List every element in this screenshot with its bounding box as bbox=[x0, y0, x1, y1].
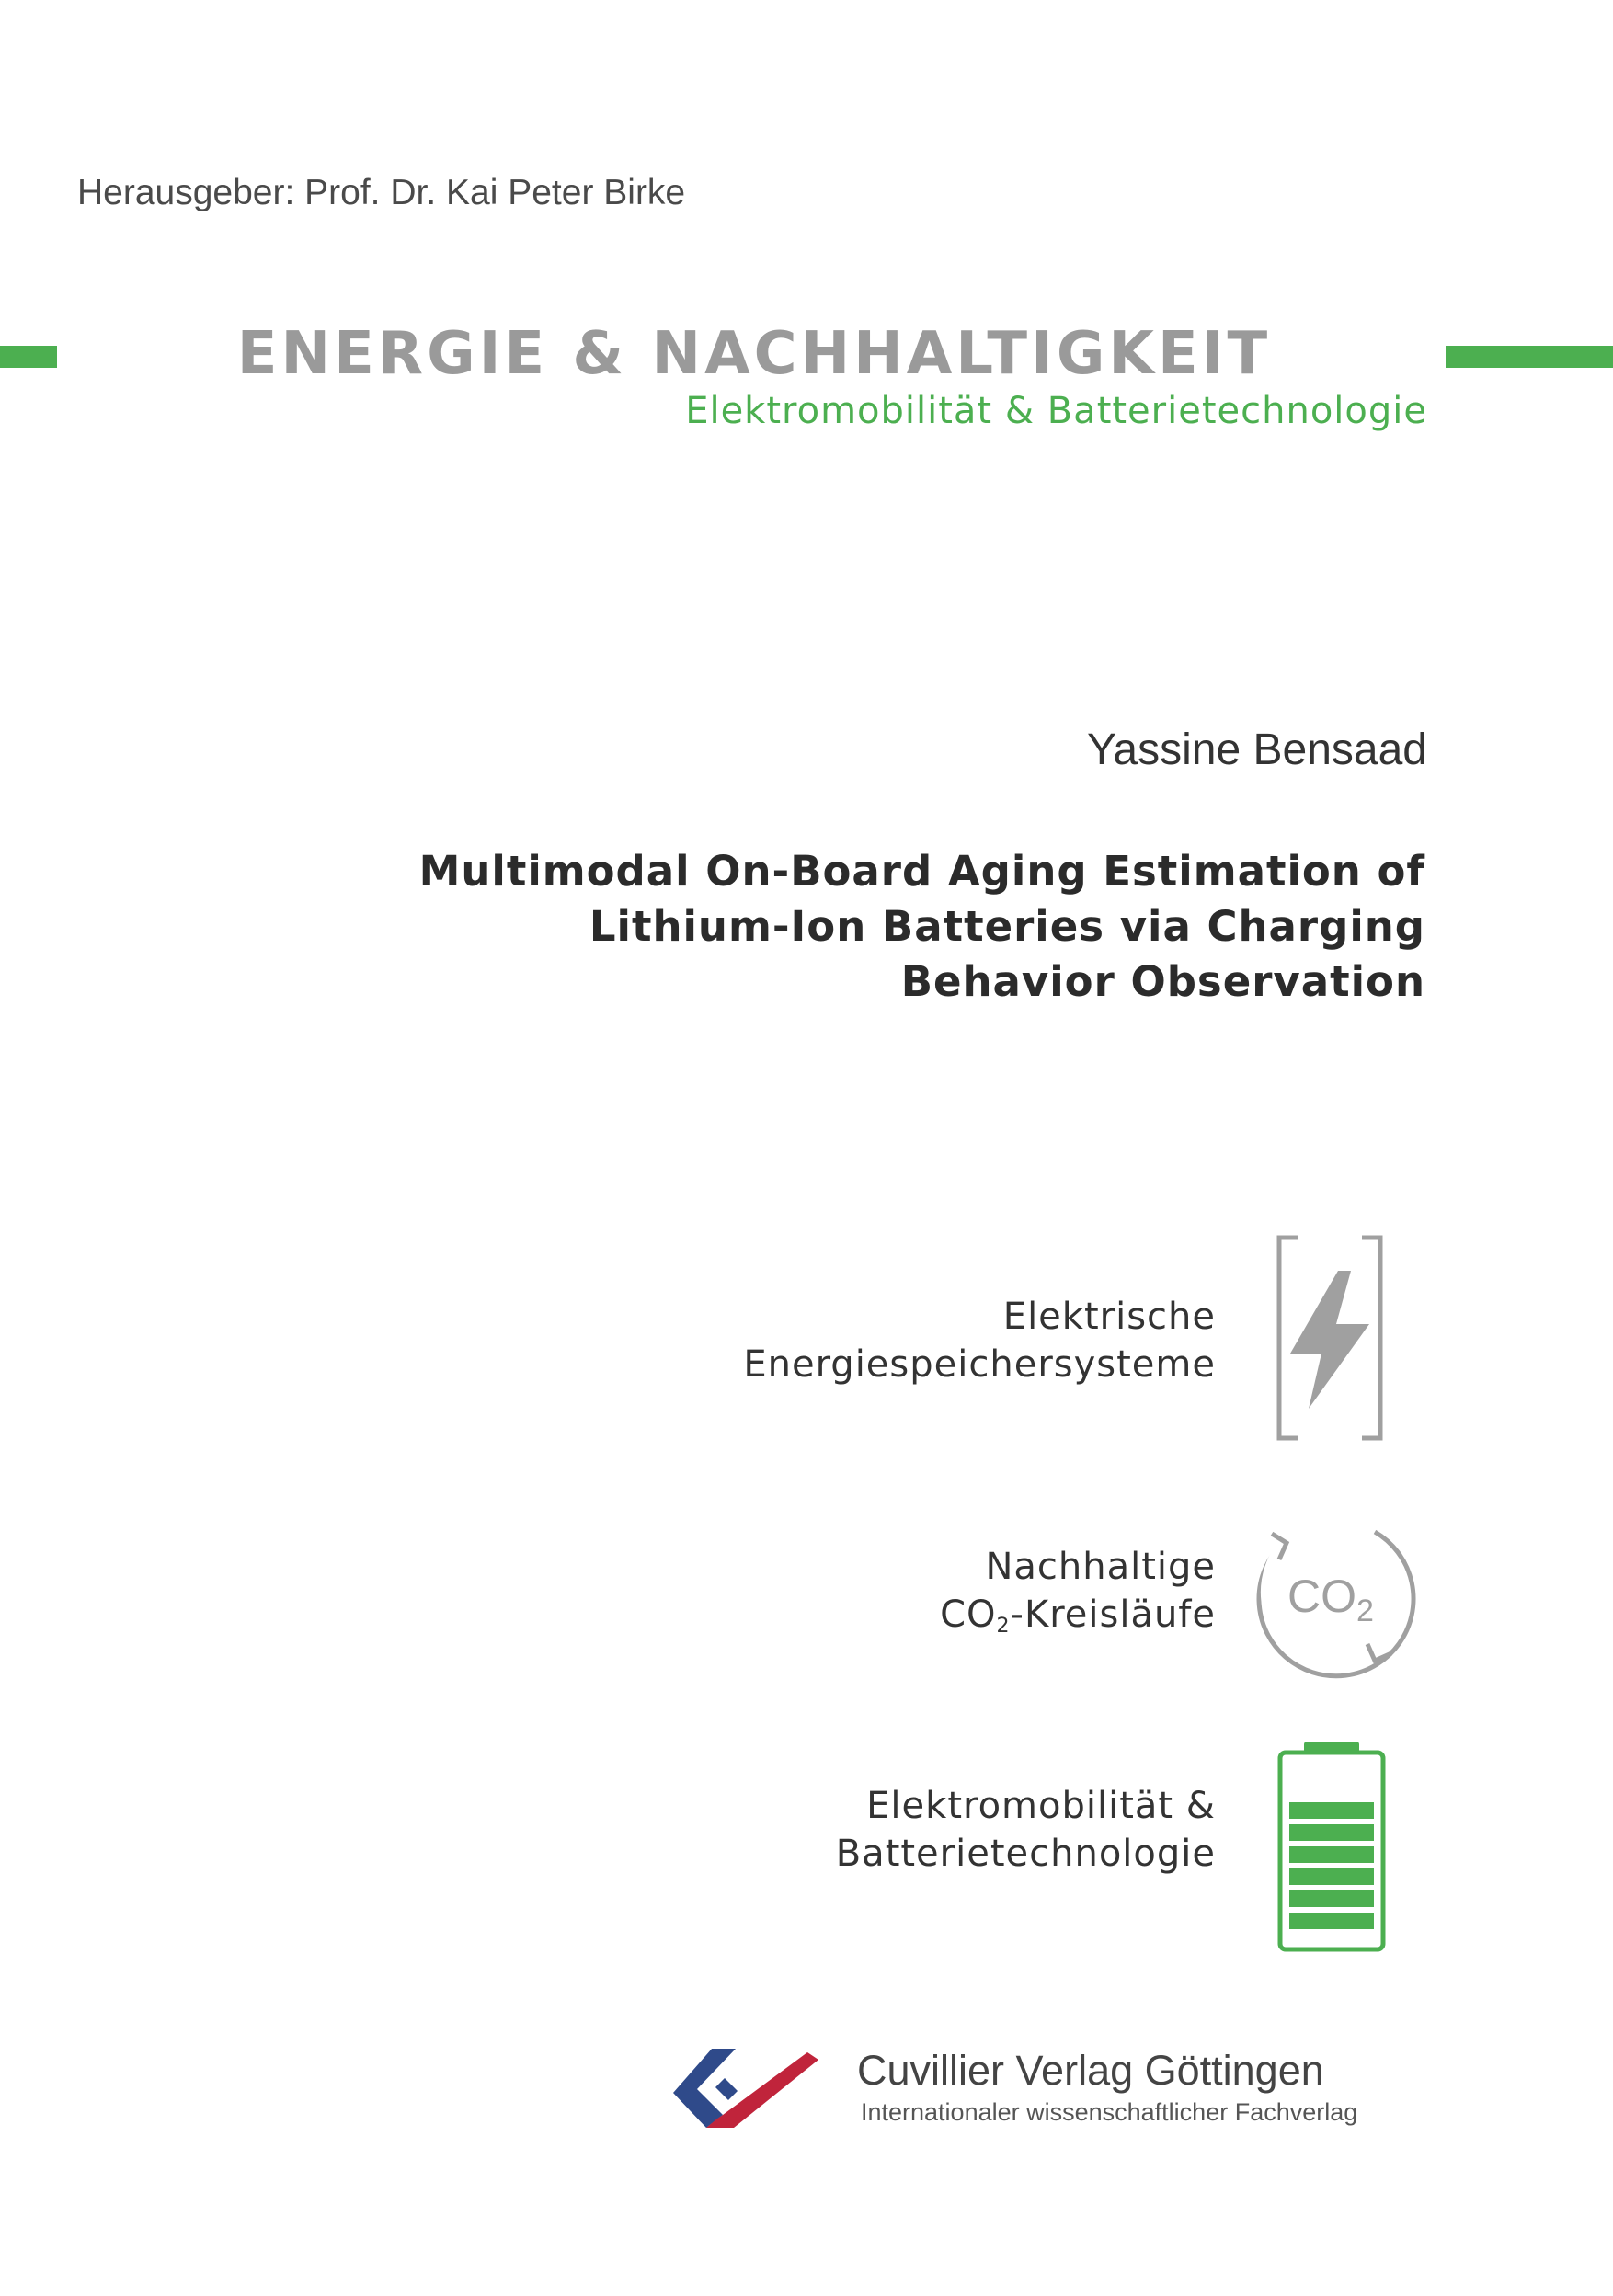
topic-battery-line-1: Elektromobilität & bbox=[866, 1785, 1216, 1827]
book-title bbox=[419, 844, 1425, 1010]
author-name: Yassine Bensaad bbox=[1086, 725, 1427, 774]
topic-storage-line-1: Elektrische bbox=[1002, 1296, 1216, 1338]
publisher-name: Cuvillier Verlag Göttingen bbox=[857, 2047, 1324, 2094]
topic-co2-line-2: $CO_2$-Kreisläufe bbox=[940, 1593, 1216, 1638]
battery-icon bbox=[1276, 1740, 1387, 1953]
topic-battery bbox=[836, 1782, 1216, 1878]
lightning-bolt-icon bbox=[1274, 1234, 1386, 1442]
publisher-tagline: Internationaler wissenschaftlicher Fachverlag bbox=[861, 2098, 1358, 2126]
topic-storage-line-2: Energiespeichersysteme bbox=[743, 1343, 1216, 1386]
topic-battery-line-2: Batterietechnologie bbox=[835, 1833, 1216, 1875]
co2-cycle-icon bbox=[1246, 1506, 1421, 1681]
book-title-line-3: Behavior Observation bbox=[900, 957, 1425, 1006]
topic-storage bbox=[743, 1293, 1216, 1388]
co2-icon-text: $CO_2$ bbox=[1287, 1571, 1374, 1628]
series-bar-left bbox=[0, 346, 57, 368]
topic-co2-line-1: Nachhaltige bbox=[985, 1546, 1216, 1588]
publisher-logo bbox=[669, 2045, 822, 2133]
editor-line: Herausgeber: Prof. Dr. Kai Peter Birke bbox=[77, 173, 686, 212]
series-subtitle: Elektromobilität & Batterietechnologie bbox=[685, 390, 1427, 432]
book-title-line-1: Multimodal On-Board Aging Estimation of bbox=[418, 847, 1425, 896]
topic-co2 bbox=[940, 1543, 1216, 1651]
series-bar-right bbox=[1446, 346, 1613, 368]
series-title: ENERGIE & NACHHALTIGKEIT bbox=[236, 320, 1272, 388]
book-title-line-2: Lithium-Ion Batteries via Charging bbox=[589, 902, 1425, 951]
